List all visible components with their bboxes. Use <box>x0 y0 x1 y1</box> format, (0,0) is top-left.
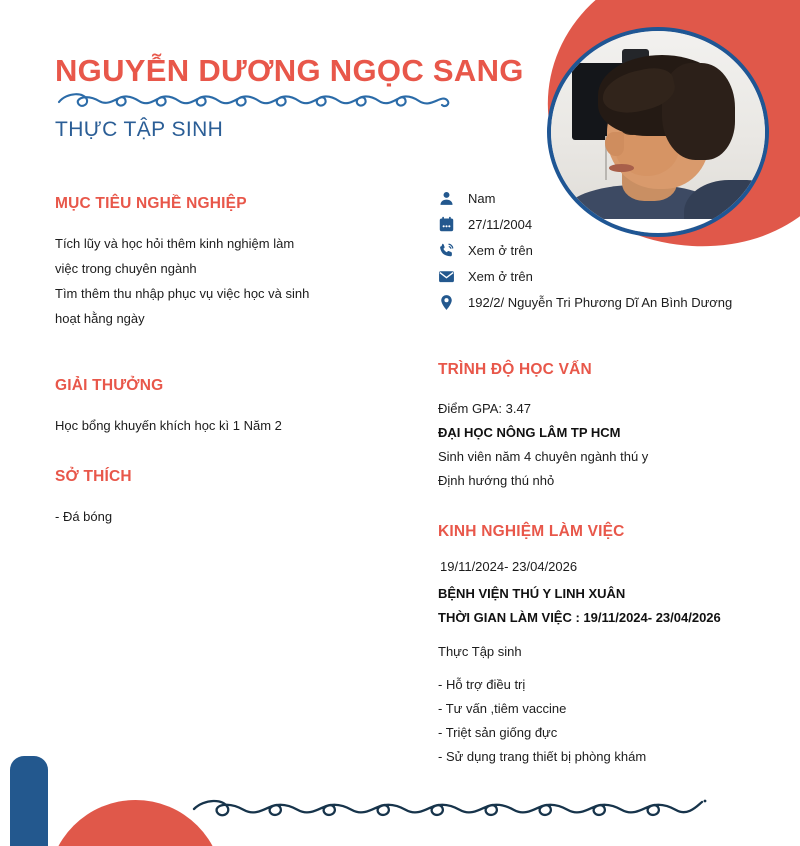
objective-line: Tìm thêm thu nhập phục vụ việc học và sinh <box>55 286 310 301</box>
section-title-hobbies: SỞ THÍCH <box>55 468 132 485</box>
contact-row-phone[interactable] <box>438 237 768 263</box>
contact-row-birthdate <box>438 211 768 237</box>
experience-duty: - Triệt sản giống đực <box>438 725 558 740</box>
spacer <box>55 331 395 377</box>
contact-row-gender <box>438 185 768 211</box>
location-icon <box>438 294 460 311</box>
education-line: Sinh viên năm 4 chuyên ngành thú y <box>438 449 649 464</box>
education-line: Định hướng thú nhỏ <box>438 473 555 488</box>
contact-row-email[interactable] <box>438 263 768 289</box>
header-squiggle-divider <box>55 90 475 112</box>
education-school: ĐẠI HỌC NÔNG LÂM TP HCM <box>438 425 621 440</box>
job-title: THỰC TẬP SINH <box>55 118 224 142</box>
experience-duty: - Sử dụng trang thiết bị phòng khám <box>438 749 647 764</box>
experience-duty: - Hỗ trợ điều trị <box>438 677 526 692</box>
experience-role: Thực Tập sinh <box>438 644 522 659</box>
education-gpa: Điểm GPA: 3.47 <box>438 401 531 416</box>
contact-value: Xem ở trên <box>468 242 533 258</box>
spacer <box>438 315 768 361</box>
person-icon <box>438 190 460 207</box>
experience-period: THỜI GIAN LÀM VIỆC : 19/11/2024- 23/04/2026 <box>438 610 721 625</box>
right-column <box>438 185 768 769</box>
spacer <box>55 438 395 468</box>
spacer <box>438 493 768 523</box>
experience-dates: 19/11/2024- 23/04/2026 <box>440 559 578 574</box>
blue-bar-decoration <box>10 756 48 846</box>
email-icon <box>438 268 460 285</box>
footer-squiggle-divider <box>190 793 710 827</box>
objective-line: Tích lũy và học hỏi thêm kinh nghiệm làm <box>55 236 295 251</box>
objective-line: hoạt hằng ngày <box>55 311 145 326</box>
section-title-education: TRÌNH ĐỘ HỌC VẤN <box>438 361 592 378</box>
section-title-awards: GIẢI THƯỞNG <box>55 377 164 394</box>
left-column <box>55 195 395 529</box>
phone-icon <box>438 242 460 259</box>
objective-line: việc trong chuyên ngành <box>55 261 197 276</box>
contact-value: Xem ở trên <box>468 268 533 284</box>
contact-value: 192/2/ Nguyễn Tri Phương Dĩ An Bình Dương <box>468 294 733 310</box>
experience-company: BỆNH VIỆN THÚ Y LINH XUÂN <box>438 586 626 601</box>
contact-list <box>438 185 768 315</box>
calendar-icon <box>438 216 460 233</box>
section-title-experience: KINH NGHIỆM LÀM VIỆC <box>438 523 625 540</box>
contact-value: Nam <box>468 190 496 206</box>
page-title: NGUYỄN DƯƠNG NGỌC SANG <box>55 53 524 88</box>
section-title-objective: MỤC TIÊU NGHỀ NGHIỆP <box>55 195 247 212</box>
contact-value: 27/11/2004 <box>468 216 533 232</box>
contact-row-address <box>438 289 768 315</box>
cv-header <box>55 54 524 142</box>
experience-duty: - Tư vấn ,tiêm vaccine <box>438 701 567 716</box>
hobby-line: - Đá bóng <box>55 509 113 524</box>
award-line: Học bổng khuyến khích học kì 1 Năm 2 <box>55 418 282 433</box>
